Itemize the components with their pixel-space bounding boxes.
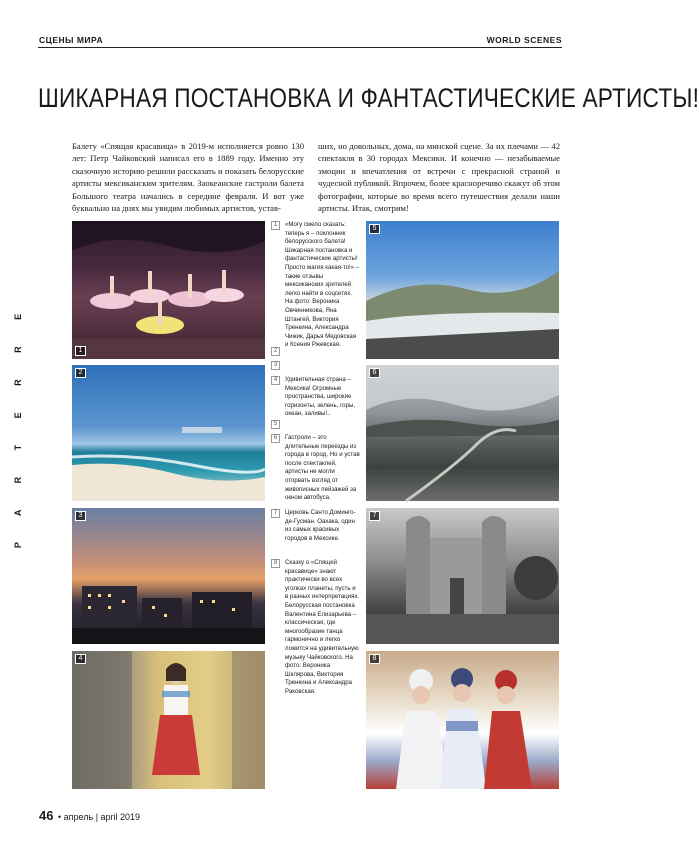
caption-text: «Могу смело сказать: теперь я – поклонник белорусского балета! Шикарная постановка и фантастические артисты! Просто магия какая-то!» – такие отзывы мексиканских зрителей легко найти в соцсетях. На фото: Вероника Овчинникова, Яна Штангей, Виктория Тренкина, Александра Чижик, Дарья Медовская и Ксения Ржевская. bbox=[285, 221, 360, 349]
page-footer bbox=[39, 808, 140, 823]
photo-ballet-stage bbox=[72, 221, 265, 359]
photo-church-santo-domingo bbox=[366, 508, 559, 644]
caption-number: 1 bbox=[271, 221, 280, 230]
photo-number-badge: 4 bbox=[75, 654, 86, 664]
caption-number: 7 bbox=[271, 509, 280, 518]
caption-6 bbox=[271, 434, 360, 503]
sunset-city-illustration bbox=[72, 508, 265, 644]
photo-number-badge: 3 bbox=[75, 511, 86, 521]
caption-text: Сказку о «Спящей красавице» знают практически во всех уголках планеты, пусть и в разных интерпретациях. Белорусская постановка Валентина Елизарьева – классическая, где многообразие танца гармонично и легко ложится на удивительную музыку Чайковского. На фото: Вероника Шклярова, Виктория Тренкина и Александра Раковская. bbox=[285, 559, 360, 695]
caption-number: 8 bbox=[271, 559, 280, 568]
caption-7 bbox=[271, 509, 360, 543]
ballet-dancers-illustration bbox=[72, 221, 265, 359]
caption-number: 4 bbox=[271, 376, 280, 385]
photo-number-badge: 8 bbox=[369, 654, 380, 664]
caption-number: 3 bbox=[271, 361, 280, 370]
photo-mountains-road bbox=[366, 221, 559, 359]
caption-8 bbox=[271, 559, 360, 697]
dancers-costumes-illustration bbox=[366, 651, 559, 789]
mountains-illustration bbox=[366, 221, 559, 359]
caption-number: 6 bbox=[271, 434, 280, 443]
church-illustration bbox=[366, 508, 559, 644]
intro-column-1: Балету «Спящая красавица» в 2019-м исполняется ровно 130 лет: Петр Чайковский написал его в 1889 году. Именно эту сказочную историю решили рассказать и показать белорусские артисты мексиканским зрителям. Заокеанские гастроли балета Большого театра начались в середине февраля. И вот уже буквально на днях мы увидим любимых артистов, устав- bbox=[72, 141, 304, 214]
magazine-side-label: P A R T E R R E bbox=[13, 301, 23, 549]
photo-number-badge: 1 bbox=[75, 346, 86, 356]
issue-date: апрель | april 2019 bbox=[63, 812, 141, 822]
caption-number: 2 bbox=[271, 347, 280, 356]
caption-text: Гастроли – это длительные переезды из города в город. Но и устав после спектаклей, артисты не могли оторвать взгляд от живописных пейзажей за окном автобуса. bbox=[285, 434, 360, 502]
footer-bullet: • bbox=[57, 812, 62, 822]
page-number: 46 bbox=[39, 808, 54, 823]
intro-column-2: ших, но довольных, дома, на минской сцене. За их плечами — 42 спектакля в 30 городах Мексики. И конечно — незабываемые эмоции и впечатления от встречи с прекрасной страной и чудесной публикой. Впрочем, более красноречиво скажут об этом фотографии, которые во время всего путешествия делали наши артисты. Итак, смотрим! bbox=[318, 141, 560, 214]
photo-valley-landscape bbox=[366, 365, 559, 501]
caption-4 bbox=[271, 376, 360, 419]
article-headline: ШИКАРНАЯ ПОСТАНОВКА И ФАНТАСТИЧЕСКИЕ АРТИСТЫ! bbox=[38, 83, 699, 113]
section-label-en: WORLD SCENES bbox=[486, 35, 562, 45]
caption-text: Удивительная страна – Мексика! Огромные пространства, широкие горизонты, зелень, горы, океан, заливы!.. bbox=[285, 376, 356, 418]
photo-sunset-city bbox=[72, 508, 265, 644]
photo-sea-beach bbox=[72, 365, 265, 501]
sea-beach-illustration bbox=[72, 365, 265, 501]
photo-mannequin-street bbox=[72, 651, 265, 789]
photo-dancers-costumes bbox=[366, 651, 559, 789]
photo-number-badge: 6 bbox=[369, 368, 380, 378]
photo-number-badge: 5 bbox=[369, 224, 380, 234]
valley-illustration bbox=[366, 365, 559, 501]
caption-1 bbox=[271, 221, 360, 350]
caption-text: Церковь Санто Доминго-де-Гусман. Оахака, один из самых красивых городов в Мексике. bbox=[285, 509, 356, 542]
header-rule bbox=[38, 47, 562, 48]
caption-number: 5 bbox=[271, 420, 280, 429]
photo-number-badge: 2 bbox=[75, 368, 86, 378]
photo-number-badge: 7 bbox=[369, 511, 380, 521]
section-label-ru: СЦЕНЫ МИРА bbox=[39, 35, 104, 45]
mannequin-illustration bbox=[72, 651, 265, 789]
